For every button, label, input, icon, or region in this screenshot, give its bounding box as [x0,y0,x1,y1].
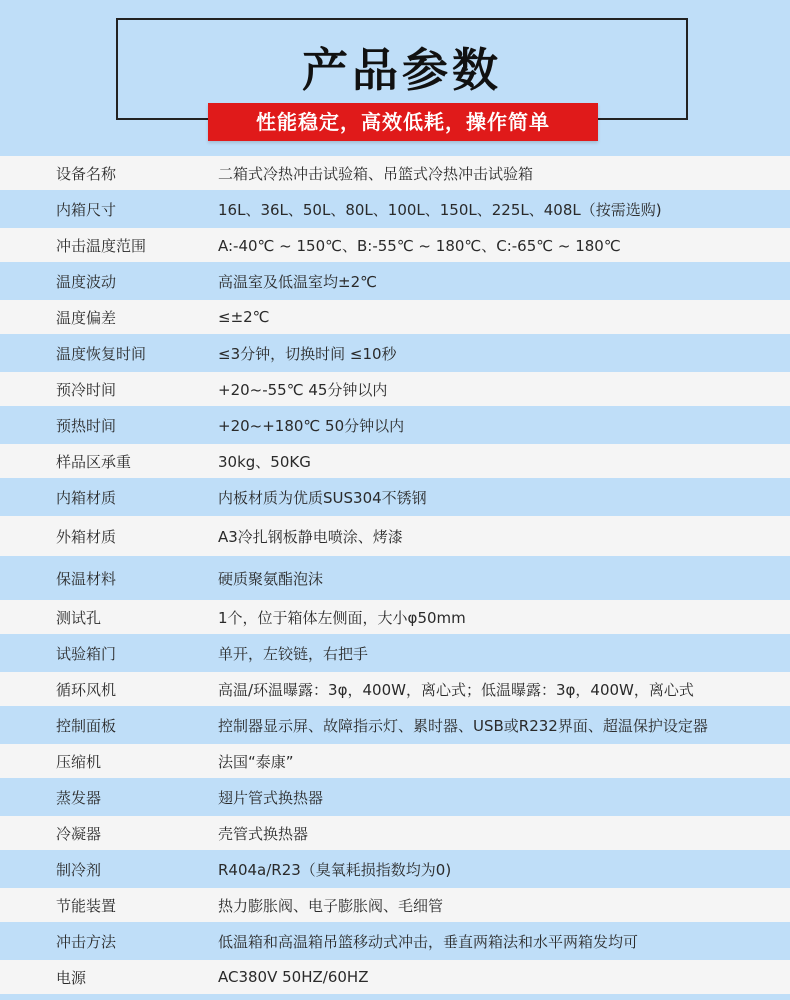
spec-row-device-name [0,156,790,190]
spec-value: 翅片管式换热器 [218,788,324,807]
spec-value: 单开，左铰链，右把手 [218,644,369,663]
spec-value: 内板材质为优质SUS304不锈钢 [218,488,427,507]
spec-row-precool-time [0,372,790,406]
spec-label: 测试孔 [56,608,102,627]
subtitle-banner: 性能稳定，高效低耗，操作简单 [208,103,598,141]
spec-row-condenser [0,816,790,850]
spec-value: 壳管式换热器 [218,824,309,843]
spec-label: 压缩机 [56,752,102,771]
spec-value: A:-40℃ ~ 150℃、B:-55℃ ~ 180℃、C:-65℃ ~ 180℃ [218,236,621,255]
spec-row-outer-material [0,516,790,556]
spec-label: 预热时间 [56,416,117,435]
spec-value: +20~-55℃ 45分钟以内 [218,380,388,399]
spec-label: 试验箱门 [56,644,117,663]
spec-value: 高温室及低温室均±2℃ [218,272,377,291]
spec-value: +20~+180℃ 50分钟以内 [218,416,405,435]
spec-row-load-capacity [0,444,790,478]
spec-row-recovery-time [0,336,790,370]
spec-value: 二箱式冷热冲击试验箱、吊篮式冷热冲击试验箱 [218,164,534,183]
spec-label: 样品区承重 [56,452,132,471]
spec-value: 硬质聚氨酯泡沫 [218,569,324,588]
spec-label: 蒸发器 [56,788,102,807]
spec-label: 预冷时间 [56,380,117,399]
spec-value: 1个，位于箱体左侧面，大小φ50mm [218,608,466,627]
spec-row-inner-size [0,192,790,226]
spec-row-power-supply [0,960,790,994]
spec-value: 热力膨胀阀、电子膨胀阀、毛细管 [218,896,444,915]
spec-value: A3冷扎钢板静电喷涂、烤漆 [218,527,403,546]
spec-row-control-panel [0,708,790,742]
spec-label: 节能装置 [56,896,117,915]
spec-row-circulation-fan [0,672,790,706]
spec-label: 温度偏差 [56,308,117,327]
spec-label: 温度波动 [56,272,117,291]
spec-label: 电源 [56,968,87,987]
spec-row-chamber-door [0,636,790,670]
spec-row-temp-range [0,228,790,262]
spec-row-evaporator [0,780,790,814]
spec-label: 设备名称 [56,164,117,183]
spec-row-compressor [0,744,790,778]
spec-label: 外箱材质 [56,527,117,546]
spec-value: AC380V 50HZ/60HZ [218,968,369,986]
spec-row-preheat-time [0,408,790,442]
spec-value: 法国“泰康” [218,752,294,771]
spec-row-temp-fluctuation [0,264,790,298]
spec-label: 冷凝器 [56,824,102,843]
spec-value: 低温箱和高温箱吊篮移动式冲击，垂直两箱法和水平两箱发均可 [218,932,639,951]
spec-label: 冲击温度范围 [56,236,147,255]
spec-label: 制冷剂 [56,860,102,879]
spec-value: 控制器显示屏、故障指示灯、累时器、USB或R232界面、超温保护设定器 [218,716,708,735]
spec-row-temp-deviation [0,300,790,334]
spec-table [0,156,790,996]
spec-label: 内箱尺寸 [56,200,117,219]
spec-label: 控制面板 [56,716,117,735]
spec-label: 保温材料 [56,569,117,588]
spec-value: 30kg、50KG [218,452,311,471]
spec-value: ≤3分钟，切换时间 ≤10秒 [218,344,397,363]
spec-row-insulation [0,558,790,598]
spec-value: 16L、36L、50L、80L、100L、150L、225L、408L（按需选购) [218,200,662,219]
spec-row-energy-saving [0,888,790,922]
spec-row-shock-method [0,924,790,958]
spec-label: 冲击方法 [56,932,117,951]
spec-value: ≤±2℃ [218,308,270,326]
spec-label: 内箱材质 [56,488,117,507]
spec-row-inner-material [0,480,790,514]
spec-label: 温度恢复时间 [56,344,147,363]
header-section [0,0,790,156]
spec-label: 循环风机 [56,680,117,699]
spec-value: R404a/R23（臭氧耗损指数均为0) [218,860,452,879]
spec-row-refrigerant [0,852,790,886]
spec-value: 高温/环温曝露：3φ，400W，离心式；低温曝露：3φ，400W，离心式 [218,680,694,699]
spec-row-test-hole [0,600,790,634]
page-title: 产品参数 [302,43,502,97]
